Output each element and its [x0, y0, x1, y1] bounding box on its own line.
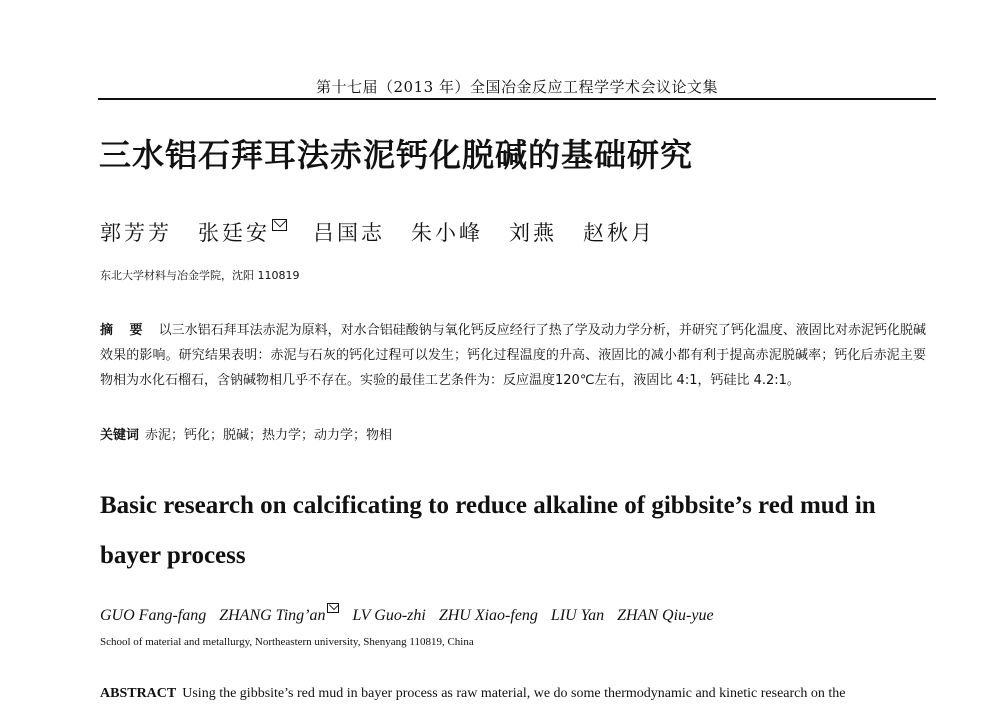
abstract-english: [100, 686, 930, 702]
abstract-cn-label: 摘 要: [100, 323, 149, 338]
author-en-3: LV Guo-zhi: [352, 607, 426, 624]
keywords-chinese: [100, 424, 392, 443]
abstract-en-text: Using the gibbsite’s red mud in bayer process as raw material, we do some thermodynamic and kinetic research on the: [182, 686, 846, 701]
author-cn-4: 朱小峰: [411, 221, 483, 245]
author-en-2-name: ZHANG Ting’an: [219, 607, 326, 624]
keywords-cn-label: 关键词: [100, 428, 140, 443]
author-en-1: GUO Fang-fang: [100, 607, 207, 624]
abstract-cn-text: 以三水铝石拜耳法赤泥为原料，对水合铝硅酸钠与氧化钙反应经行了热了学及动力学分析，并研究了钙化温度、液固比对赤泥钙化脱碱效果的影响。研究结果表明：赤泥与石灰的钙化过程可以发生；钙化过程温度的升高、液固比的减小都有利于提高赤泥脱碱率；钙化后赤泥主要物相为水化石榴石，含钠碱物相几乎不存在。实验的最佳工艺条件为：反应温度120℃左右，液固比 4:1，钙硅比 4.2:1。: [100, 323, 926, 388]
affiliation-english: School of material and metallurgy, Northeastern university, Shenyang 110819, China: [100, 636, 474, 648]
author-en-4: ZHU Xiao-feng: [438, 607, 538, 624]
running-header: 第十七届（2013 年）全国冶金反应工程学学术会议论文集: [316, 78, 718, 96]
header-rule: [98, 98, 936, 100]
author-cn-3: 吕国志: [313, 221, 385, 245]
author-cn-1: 郭芳芳: [100, 221, 172, 245]
authors-english: [100, 607, 727, 625]
affiliation-chinese: 东北大学材料与冶金学院，沈阳 110819: [100, 269, 300, 282]
author-cn-5: 刘燕: [509, 221, 557, 245]
author-cn-2-name: 张廷安: [198, 221, 270, 245]
envelope-icon: [327, 603, 339, 613]
title-chinese: 三水铝石拜耳法赤泥钙化脱碱的基础研究: [99, 136, 694, 174]
author-en-5: LIU Yan: [550, 607, 605, 624]
envelope-icon: [272, 219, 287, 231]
author-cn-6: 赵秋月: [583, 221, 655, 245]
author-cn-2: [198, 217, 287, 247]
abstract-chinese: [100, 318, 926, 393]
author-en-6: ZHAN Qiu-yue: [617, 607, 714, 624]
title-english: Basic research on calcificating to reduce alkaline of gibbsite’s red mud in bayer process: [100, 492, 876, 569]
authors-chinese: [100, 217, 681, 247]
author-en-2: [219, 607, 339, 625]
abstract-en-label: ABSTRACT: [100, 686, 177, 701]
keywords-cn-text: 赤泥；钙化；脱碱；热力学；动力学；物相: [145, 428, 393, 443]
